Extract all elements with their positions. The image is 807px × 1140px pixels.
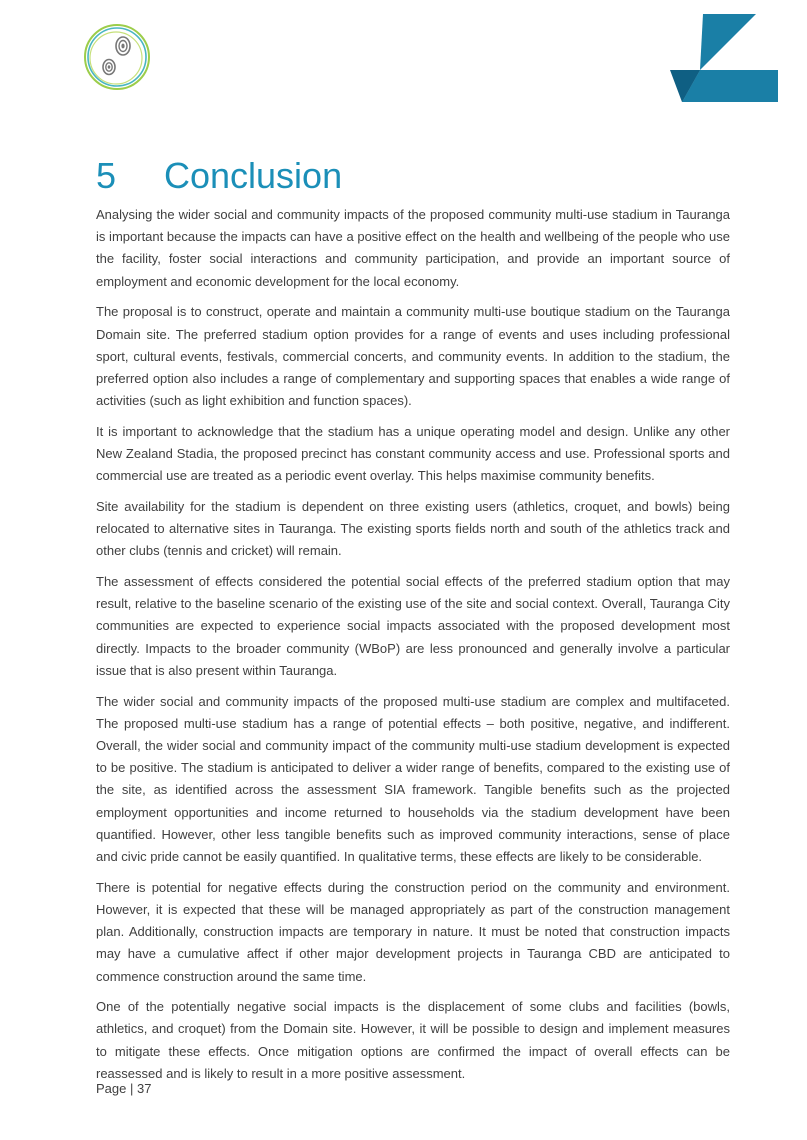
- body-text: [96, 204, 730, 1094]
- paragraph: The assessment of effects considered the potential social effects of the preferred stadium option that may result, relative to the baseline scenario of the existing use of the site and social context. Overall, Tauranga City communities are expected to experience social impacts associated with the proposed development most directly. Impacts to the broader community (WBoP) are less pronounced and generally involve a particular issue that is also present within Tauranga.: [96, 574, 730, 678]
- paragraph: Analysing the wider social and community impacts of the proposed community multi-use stadium in Tauranga is important because the impacts can have a positive effect on the health and wellbeing of the people who use the facility, foster social interactions and community participation, and provide an important source of employment and economic development for the local economy.: [96, 207, 730, 289]
- paragraph: It is important to acknowledge that the stadium has a unique operating model and design. Unlike any other New Zealand Stadia, the proposed precinct has constant community access and use. Professional sports and commercial use are treated as a periodic event overlay. This helps maximise community benefits.: [96, 423, 730, 484]
- blue-z-logo: [670, 14, 778, 104]
- section-heading: [96, 152, 342, 200]
- paragraph: There is potential for negative effects during the construction period on the community and environment. However, it is expected that these will be managed appropriately as part of the construction management plan. Additionally, construction impacts are temporary in nature. It must be noted that construction impacts may have a cumulative affect if other major development projects in Tauranga CBD are anticipated to commence construction around the same time.: [96, 879, 730, 984]
- section-number: 5: [96, 155, 117, 196]
- paragraph: Site availability for the stadium is dependent on three existing users (athletics, croquet, and bowls) being relocated to alternative sites in Tauranga. The existing sports fields north and south of the athletics track and other clubs (tennis and cricket) will remain.: [96, 498, 730, 559]
- section-title: Conclusion: [164, 155, 343, 196]
- footprints-circle-logo: [76, 22, 158, 92]
- paragraph: The wider social and community impacts of the proposed multi-use stadium are complex and multifaceted. The proposed multi-use stadium has a range of potential effects – both positive, negative, and indifferent. Overall, the wider social and community impact of the community multi-use stadium development is expected to be positive. The stadium is anticipated to deliver a wider range of benefits, compared to the existing use of the site, as identified across the assessment SIA framework. Tangible benefits such as the projected employment opportunities and income returned to households via the stadium development have been quantified. However, other less tangible benefits such as improved community interactions, sense of place and civic pride cannot be easily quantified. In qualitative terms, these effects are likely to be considerable.: [96, 693, 730, 864]
- paragraph: One of the potentially negative social impacts is the displacement of some clubs and facilities (bowls, athletics, and croquet) from the Domain site. However, it will be possible to design and implement measures to mitigate these effects. Once mitigation options are confirmed the impact of overall effects can be reassessed and is likely to result in a more positive assessment.: [96, 999, 730, 1081]
- paragraph: The proposal is to construct, operate and maintain a community multi-use boutique stadium on the Tauranga Domain site. The preferred stadium option provides for a range of events and uses including professional sport, cultural events, festivals, commercial concerts, and community events. In addition to the stadium, the preferred option also includes a range of complementary and supporting spaces that enables a wide range of activities (such as light exhibition and function spaces).: [96, 304, 730, 409]
- page-number: Page | 37: [96, 1081, 152, 1096]
